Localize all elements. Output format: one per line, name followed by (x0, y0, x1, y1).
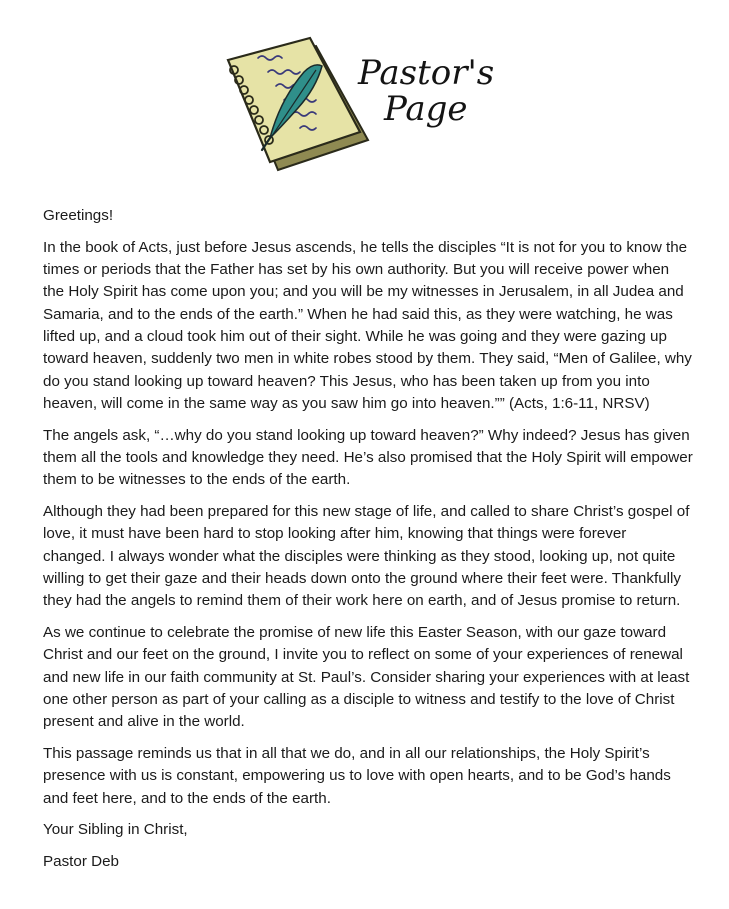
paragraph-4: As we continue to celebrate the promise of new life this Easter Season, with our gaze toward Christ and our feet on the ground, I invite you to reflect on some of your experiences of renewal and new life in our faith community at St. Paul’s. Consider sharing your experiences with at least one other person as part of your calling as a disciple to witness and testify to the love of Christ present and alive in the world. (43, 624, 690, 731)
letter-body (43, 205, 693, 883)
paragraph-2: The angels ask, “…why do you stand looking up toward heaven?” Why indeed? Jesus has given them all the tools and knowledge they need. He’s also promised that the Holy Spirit will empower them to be witnesses to the ends of the earth. (43, 426, 693, 489)
greeting: Greetings! (43, 207, 114, 224)
notebook-quill-icon (218, 28, 518, 176)
closing: Your Sibling in Christ, (43, 821, 188, 839)
paragraph-1: In the book of Acts, just before Jesus ascends, he tells the disciples “It is not for you to know the times or periods that the Father has set by his own authority. But you will receive power when the Holy Spirit has come upon you; and you will be my witnesses in Jerusalem, in all Judea and Samaria, and to the ends of the earth.” When he had said this, as they were watching, he was lifted up, and a cloud took him out of their sight. While he was going and they were gazing up toward heaven, suddenly two men in white robes stood by them. They said, “Men of Galilee, why do you stand looking up toward heaven? This Jesus, who has been taken up from you into heaven, will come in the same way as you saw him go into heaven.”” (Acts, 1:6-11, NRSV) (43, 238, 692, 412)
paragraph-5: This passage reminds us that in all that we do, and in all our relationships, the Holy Spirit’s presence with us is constant, empowering us to love with open hearts, and to be God’s hands and feet here, and to the ends of the earth. (43, 745, 671, 807)
signature: Pastor Deb (43, 853, 119, 871)
logo-line-1: Pastor's (358, 53, 495, 93)
logo-line-2: Page (384, 89, 468, 129)
pastors-page-logo (218, 28, 518, 176)
paragraph-3: Although they had been prepared for this new stage of life, and called to share Christ’s gospel of love, it must have been hard to stop looking after him, knowing that things were forever changed. I always wonder what the disciples were thinking as they stood, looking up, not quite willing to get their gaze and their heads down onto the ground where their feet were. Thankfully they had the angels to remind them of their work here on earth, and of Jesus promise to return. (43, 503, 690, 610)
